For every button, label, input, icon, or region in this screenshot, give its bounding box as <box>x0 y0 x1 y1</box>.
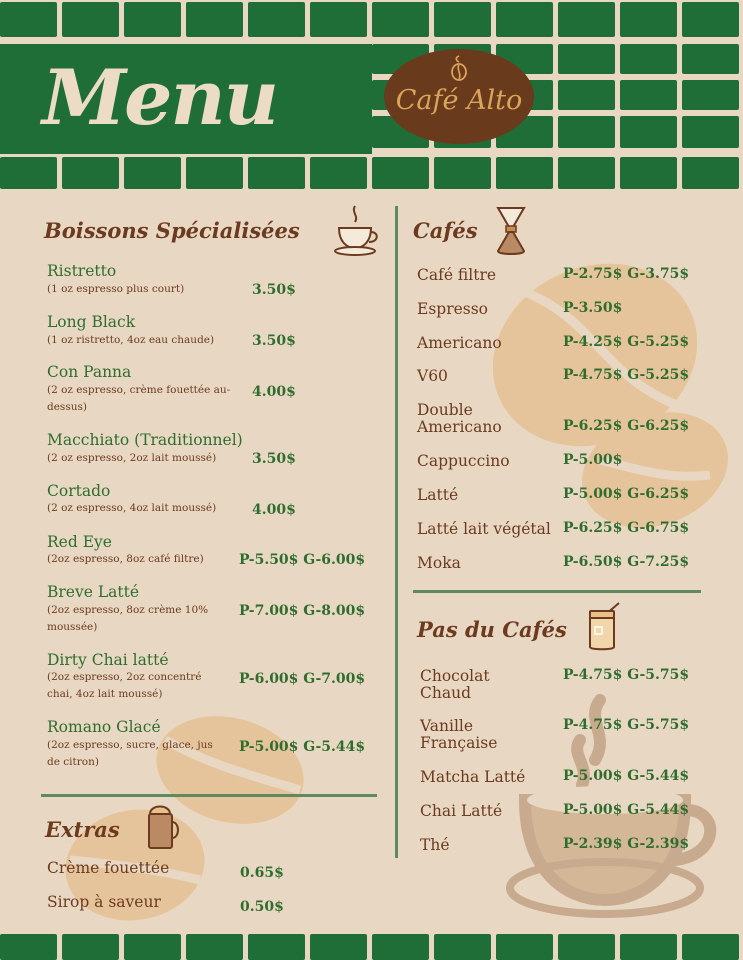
cafes-item-price: P-2.75$ G-3.75$ <box>563 266 690 282</box>
specialty-item-name: Breve Latté <box>47 583 139 601</box>
tile <box>620 934 677 960</box>
specialty-item-price: P-7.00$ G-8.00$ <box>239 603 366 619</box>
specialty-item-name: Cortado <box>47 482 111 500</box>
mason-jar-icon <box>585 601 625 653</box>
specialty-item-desc: (2oz espresso, sucre, glace, jus de citron) <box>47 739 213 768</box>
cafes-item-price: P-3.50$ <box>563 300 623 316</box>
cafes-item-price: P-6.25$ G-6.25$ <box>563 418 690 434</box>
non-coffee-title: Pas du Cafés <box>417 617 567 642</box>
specialty-item-price: 3.50$ <box>252 333 296 349</box>
specialty-item-desc: (2 oz espresso, 4oz lait moussé) <box>47 502 217 514</box>
tile <box>248 934 305 960</box>
non-coffee-divider <box>413 590 701 593</box>
cafes-item-name: Moka <box>417 554 461 572</box>
cafes-item-price: P-6.25$ G-6.75$ <box>563 520 690 536</box>
extras-item-price: 0.50$ <box>240 899 284 915</box>
cafes-item-price: P-4.25$ G-5.25$ <box>563 334 690 350</box>
extras-divider <box>41 794 377 797</box>
cafes-item-price: P-5.00$ G-6.25$ <box>563 486 690 502</box>
non-coffee-item-name: Chai Latté <box>420 802 503 820</box>
specialty-item-price: P-5.50$ G-6.00$ <box>239 552 366 568</box>
chemex-icon <box>494 205 528 257</box>
specialty-item-desc: (2 oz espresso, crème fouettée au-dessus) <box>47 384 231 413</box>
cafes-item-name: Latté lait végétal <box>417 520 551 538</box>
cafes-item-price: P-6.50$ G-7.25$ <box>563 554 690 570</box>
specialty-item-name: Red Eye <box>47 533 112 551</box>
cafes-item-name: Cappuccino <box>417 452 510 470</box>
cafes-item-name: Double Americano <box>417 401 502 436</box>
cafes-item-name: Latté <box>417 486 459 504</box>
tile <box>558 934 615 960</box>
footer-tile-pattern <box>0 932 743 960</box>
extras-item-name: Crème fouettée <box>47 859 170 877</box>
specialty-item-desc: (1 oz espresso plus court) <box>47 283 185 295</box>
specialty-item-name: Macchiato (Traditionnel) <box>47 431 243 449</box>
non-coffee-item-price: P-4.75$ G-5.75$ <box>563 667 690 683</box>
specialty-title: Boissons Spécialisées <box>44 218 300 243</box>
specialty-item-name: Long Black <box>47 313 136 331</box>
specialty-item-desc: (2oz espresso, 8oz café filtre) <box>47 553 204 565</box>
specialty-item-desc: (2oz espresso, 8oz crème 10% moussée) <box>47 604 209 633</box>
specialty-item-price: P-6.00$ G-7.00$ <box>239 671 366 687</box>
specialty-item-desc: (2 oz espresso, 2oz lait moussé) <box>47 452 217 464</box>
non-coffee-item-name: Vanille Française <box>420 717 498 752</box>
specialty-item-desc: (1 oz ristretto, 4oz eau chaude) <box>47 334 215 346</box>
latte-mug-icon <box>144 802 182 852</box>
specialty-item-price: 4.00$ <box>252 384 296 400</box>
non-coffee-item-price: P-2.39$ G-2.39$ <box>563 836 690 852</box>
tile <box>682 934 739 960</box>
tile <box>0 934 57 960</box>
coffee-cup-icon <box>333 204 381 256</box>
non-coffee-item-price: P-4.75$ G-5.75$ <box>563 717 690 733</box>
logo-text: Café Alto <box>395 85 523 116</box>
specialty-item-name: Dirty Chai latté <box>47 651 169 669</box>
non-coffee-item-price: P-5.00$ G-5.44$ <box>563 768 690 784</box>
non-coffee-item-price: P-5.00$ G-5.44$ <box>563 802 690 818</box>
specialty-item-price: 3.50$ <box>252 282 296 298</box>
extras-item-name: Sirop à saveur <box>47 893 161 911</box>
tile <box>310 934 367 960</box>
specialty-item-name: Ristretto <box>47 262 117 280</box>
cafes-item-name: Café filtre <box>417 266 497 284</box>
tile <box>372 934 429 960</box>
extras-title: Extras <box>45 817 120 842</box>
cafes-title: Cafés <box>413 218 478 243</box>
extras-item-price: 0.65$ <box>240 865 284 881</box>
specialty-item-price: P-5.00$ G-5.44$ <box>239 739 366 755</box>
tile <box>434 934 491 960</box>
column-divider <box>395 206 398 858</box>
specialty-item-price: 3.50$ <box>252 451 296 467</box>
tile <box>496 934 553 960</box>
tile <box>124 934 181 960</box>
specialty-item-desc: (2oz espresso, 2oz concentré chai, 4oz lait moussé) <box>47 671 202 700</box>
cafes-item-name: Americano <box>417 334 502 352</box>
non-coffee-item-name: Chocolat Chaud <box>420 667 490 702</box>
tile <box>62 934 119 960</box>
cafes-item-price: P-5.00$ <box>563 452 623 468</box>
non-coffee-item-name: Thé <box>420 836 450 854</box>
specialty-item-name: Romano Glacé <box>47 718 161 736</box>
menu-title: Menu <box>42 53 277 142</box>
cafes-item-name: V60 <box>417 367 448 385</box>
cafes-item-name: Espresso <box>417 300 489 318</box>
non-coffee-item-name: Matcha Latté <box>420 768 526 786</box>
specialty-item-name: Con Panna <box>47 363 132 381</box>
tile <box>186 934 243 960</box>
cafes-item-price: P-4.75$ G-5.25$ <box>563 367 690 383</box>
specialty-item-price: 4.00$ <box>252 502 296 518</box>
